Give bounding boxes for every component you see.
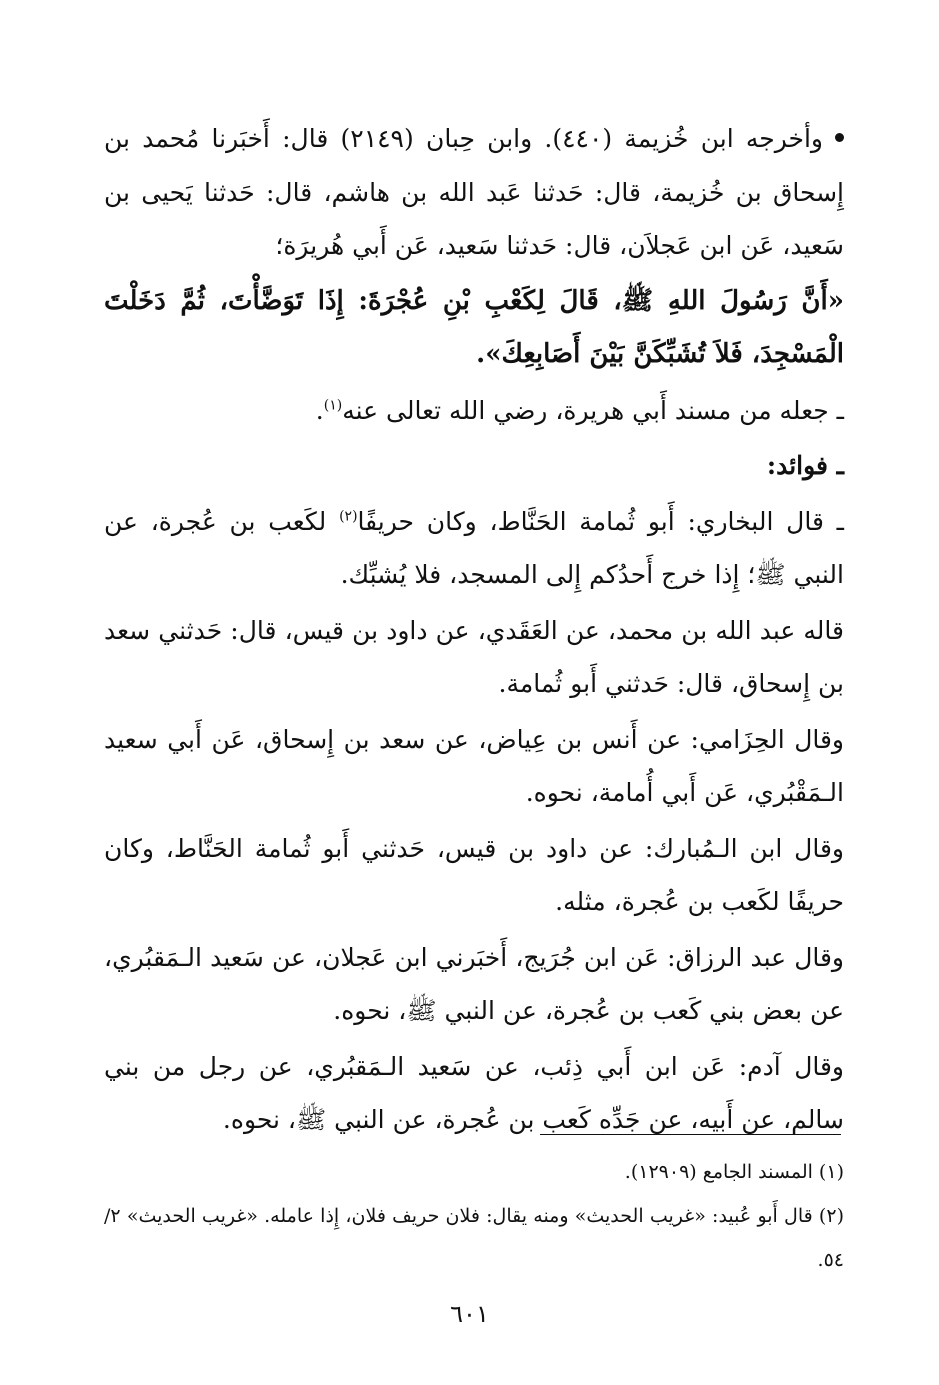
page-number: ٦٠١: [450, 1300, 489, 1328]
section-heading-fawaid: ـ فوائد:: [766, 451, 844, 480]
paragraph-text: وأخرجه ابن خُزيمة (٤٤٠). وابن حِبان (٢١٤٩) قال: أَخبَرنا مُحمد بن إِسحاق بن خُزيمة، قال: حَدثنا عَبد الله بن هاشم، قال: حَدثنا يَحيى بن سَعيد، عَن ابن عَجلاَن، قال: حَدثنا سَعيد، عَن أَبي هُريرَة؛: [104, 124, 844, 260]
footnote-marker: (١): [323, 397, 343, 414]
paragraph-adam: وقال آدم: عَن ابن أَبي ذِئب، عن سَعيد الـمَقبُري، عن رجل من بني سالم، عن أَبيه، عن جَدِّه كَعب بن عُجرة، عن النبي ﷺ، نحوه.: [104, 1051, 844, 1134]
paragraph-hizami: وقال الحِزَامي: عن أَنس بن عِياض، عن سعد بن إِسحاق، عَن أَبي سعيد الـمَقْبُري، عَن أَبي أُمامة، نحوه.: [104, 724, 844, 807]
footnote-marker: (٢): [339, 508, 358, 525]
paragraph-abdullah: قاله عبد الله بن محمد، عن العَقَدي، عن داود بن قيس، قال: حَدثني سعد بن إِسحاق، قال: حَدثني أَبو ثُمامة.: [104, 615, 844, 698]
paragraph-bukhari: [104, 495, 844, 602]
paragraph-abdurrazzaq: وقال عبد الرزاق: عَن ابن جُرَيج، أَخبَرني ابن عَجلان، عن سَعيد الـمَقبُري، عن بعض بني كَعب بن عُجرة، عن النبي ﷺ، نحوه.: [104, 942, 844, 1025]
paragraph-end: لكَعب بن عُجرة، عن النبي ﷺ؛ إِذا خرج أَحدُكم إِلى المسجد، فلا يُشبِّك.: [104, 506, 844, 589]
paragraph-musnad-note: [104, 384, 844, 438]
bullet-icon: [835, 133, 844, 142]
footnote-divider: [540, 1134, 841, 1135]
paragraph-ibn-mubarak: وقال ابن الـمُبارك: عن داود بن قيس، حَدثني أَبو ثُمامة الحَنَّاط، وكان حريفًا لكَعب بن عُجرة، مثله.: [104, 833, 844, 916]
paragraph-text: ـ قال البخاري: أَبو ثُمامة الحَنَّاط، وكان حريفًا: [357, 506, 844, 536]
paragraph-takhrij: [104, 112, 844, 273]
paragraph-end: .: [315, 395, 324, 425]
footnote-1: (١) المسند الجامع (١٢٩٠٩).: [624, 1161, 844, 1183]
paragraph-text: ـ جعله من مسند أَبي هريرة، رضي الله تعالى عنه: [342, 395, 844, 425]
footnotes: [104, 1150, 844, 1282]
hadith-text: «أَنَّ رَسُولَ اللهِ ﷺ، قَالَ لِكَعْبِ بْنِ عُجْرَةَ: إِذَا تَوَضَّأْتَ، ثُمَّ دَخَلْتَ الْمَسْجِدَ، فَلاَ تُشَبِّكَنَّ بَيْنَ أَصَابِعِكَ».: [104, 285, 844, 369]
main-text: [104, 112, 844, 1147]
footnote-2: (٢) قال أَبو عُبيد: «غريب الحديث» ومنه يقال: فلان حريف فلان، إِذا عامله. «غريب الحديث» ٢/ ٥٤.: [104, 1205, 844, 1271]
